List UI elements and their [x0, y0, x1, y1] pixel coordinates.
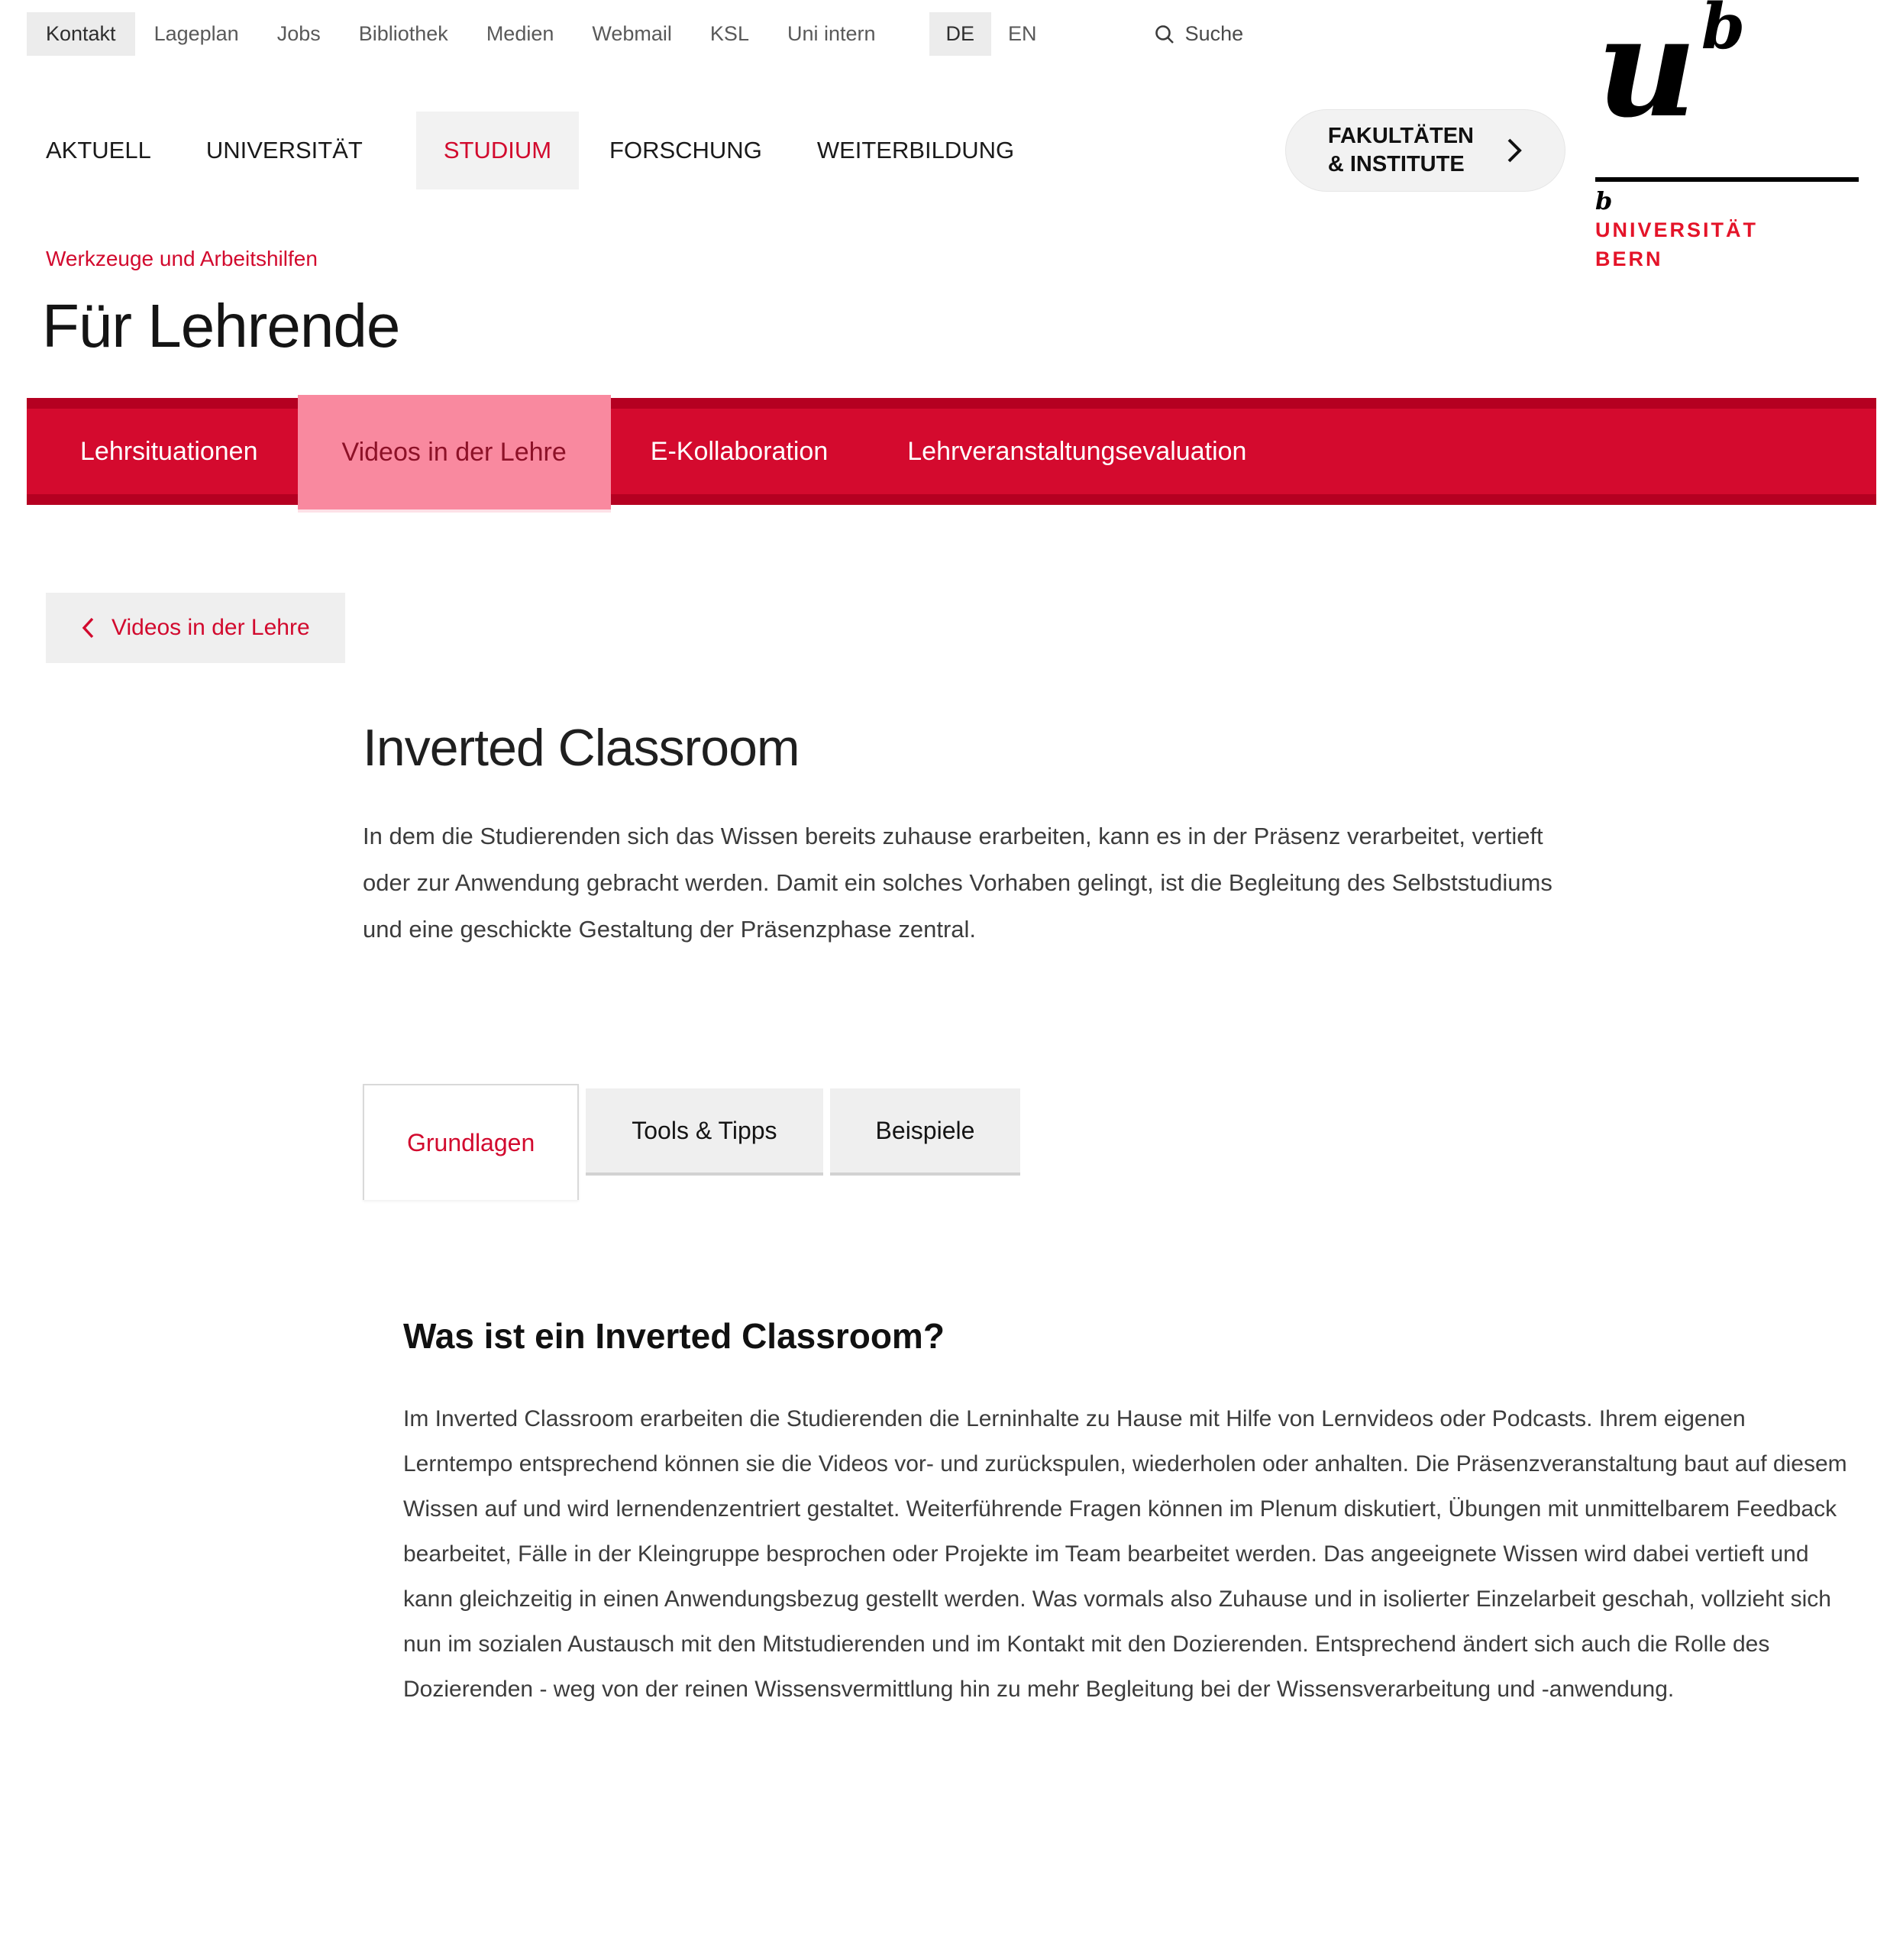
- section-heading: Was ist ein Inverted Classroom?: [403, 1316, 945, 1356]
- main-nav-forschung[interactable]: FORSCHUNG: [609, 137, 762, 163]
- tab-beispiele[interactable]: Beispiele: [830, 1088, 1021, 1176]
- utility-item-lageplan[interactable]: Lageplan: [153, 22, 239, 45]
- main-nav-studium[interactable]: STUDIUM: [416, 112, 579, 189]
- search-label: Suche: [1184, 22, 1244, 45]
- language-switcher: [929, 12, 1054, 56]
- back-link-videos-in-der-lehre[interactable]: [46, 593, 345, 663]
- section-body-text: Im Inverted Classroom erarbeiten die Studierenden die Lerninhalte zu Hause mit Hilfe von Lernvideos oder Podcasts. Ihrem eigenen Lerntempo entsprechend können sie die Videos vor- und zurückspulen, wiederholen oder anhalten. Die Präsenzveranstaltung baut auf diesem Wissen auf und wird lernendenzentriert gestaltet. Weiterführende Fragen können im Plenum diskutiert, Übungen mit unmittelbarem Feedback bearbeitet, Fälle in der Kleingruppe besprochen oder Projekte im Team bearbeitet werden. Das angeeignete Wissen wird dabei vertieft und kann gleichzeitig in einen Anwendungsbezug gestellt werden. Was vormals also Zuhause und in isolierter Einzelarbeit geschah, vollzieht sich nun im sozialen Austausch mit den Mitstudierenden und im Kontakt mit den Dozierenden. Entsprechend ändert sich auch die Rolle des Dozierenden - weg von der reinen Wissensvermittlung hin zu mehr Begleitung bei der Wissensverarbeitung und -anwendung.: [403, 1406, 1847, 1702]
- university-bern-logo[interactable]: [1595, 0, 1874, 273]
- search-button[interactable]: [1153, 22, 1244, 46]
- search-icon: [1153, 23, 1176, 46]
- main-nav-universitaet[interactable]: UNIVERSITÄT: [205, 137, 363, 163]
- logo-u-mark: $u^b$: [1597, 0, 1746, 148]
- tab-tools-und-tipps[interactable]: Tools & Tipps: [586, 1088, 822, 1176]
- utility-item-ksl[interactable]: KSL: [709, 22, 749, 45]
- section-nav-videos-in-der-lehre[interactable]: Videos in der Lehre: [298, 395, 611, 509]
- logo-small-b: b: [1595, 186, 1613, 215]
- page-title: Für Lehrende: [42, 292, 400, 360]
- article: [363, 718, 1857, 1712]
- chevron-left-icon: [81, 616, 95, 640]
- tab-content-grundlagen: [403, 1315, 1857, 1712]
- utility-item-jobs[interactable]: Jobs: [276, 22, 321, 45]
- utility-item-kontakt[interactable]: Kontakt: [27, 12, 135, 56]
- language-en[interactable]: EN: [1008, 22, 1037, 45]
- faculties-institutes-button[interactable]: [1285, 109, 1565, 192]
- article-title: Inverted Classroom: [363, 719, 800, 777]
- section-nav-e-kollaboration[interactable]: E-Kollaboration: [650, 436, 829, 466]
- tab-grundlagen[interactable]: Grundlagen: [363, 1084, 579, 1200]
- utility-item-webmail[interactable]: Webmail: [592, 22, 672, 45]
- chevron-right-icon: [1506, 135, 1523, 166]
- article-intro: In dem die Studierenden sich das Wissen bereits zuhause erarbeiten, kann es in der Präsenz verarbeitet, vertieft oder zur Anwendung gebracht werden. Damit ein solches Vorhaben gelingt, ist die Begleitung des Selbststudiums und eine geschickte Gestaltung der Präsenzphase zentral.: [363, 823, 1552, 943]
- section-nav-lehrveranstaltungsevaluation[interactable]: Lehrveranstaltungsevaluation: [907, 436, 1247, 466]
- logo-universitaet-text: UNIVERSITÄT: [1595, 218, 1759, 241]
- logo-rule: [1595, 177, 1859, 182]
- utility-item-bibliothek[interactable]: Bibliothek: [358, 22, 448, 45]
- back-link-label: Videos in der Lehre: [111, 615, 310, 640]
- section-nav-lehrsituationen[interactable]: Lehrsituationen: [80, 436, 258, 466]
- section-nav: [27, 398, 1876, 505]
- faculties-button-label: FAKULTÄTEN & INSTITUTE: [1327, 124, 1474, 176]
- breadcrumb[interactable]: Werkzeuge und Arbeitshilfen: [46, 247, 318, 270]
- language-de[interactable]: DE: [929, 12, 992, 56]
- logo-bern-text: BERN: [1595, 247, 1663, 270]
- content-tabs: [363, 1084, 1857, 1202]
- utility-item-medien[interactable]: Medien: [486, 22, 554, 45]
- main-nav-weiterbildung[interactable]: WEITERBILDUNG: [816, 137, 1015, 163]
- main-nav: [46, 109, 1565, 192]
- utility-item-uni-intern[interactable]: Uni intern: [787, 22, 876, 45]
- main-nav-aktuell[interactable]: AKTUELL: [46, 137, 151, 163]
